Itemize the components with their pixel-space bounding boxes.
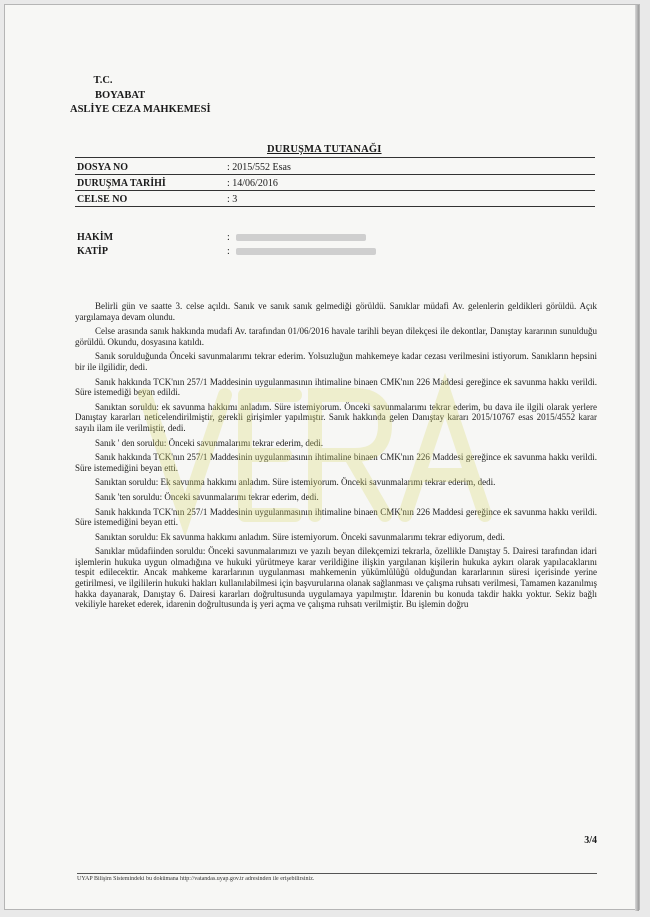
paragraph: Celse arasında sanık hakkında mudafi Av. tarafından 01/06/2016 havale tarihli beyan dilekçesi ile dekontlar, Danıştay kararının sunulduğu görüldü. Okundu, dosyasına katıldı. (75, 326, 597, 347)
redacted-name (236, 234, 366, 241)
info-key: DOSYA NO (77, 162, 129, 173)
info-row-dosya (77, 161, 291, 174)
info-key: KATİP (77, 246, 108, 257)
info-rule (75, 174, 595, 175)
paragraph: Sanık ' den soruldu: Önceki savunmalarımı tekrar ederim, dedi. (95, 437, 324, 448)
info-row-celse (77, 193, 237, 206)
paragraph: Sanıktan soruldu: Ek savunma hakkımı anladım. Süre istemiyorum. Önceki savunmalarımı tekrar ederim, dedi. (95, 477, 496, 488)
info-rule (75, 190, 595, 191)
court-header (55, 74, 255, 118)
document-page (4, 4, 640, 910)
info-row-tarih (77, 177, 278, 190)
footer-rule (77, 873, 597, 874)
footer-text: UYAP Bilişim Sistemindeki bu dokümana http://vatandas.uyap.gov.tr adresinden ile erişebilirsiniz. (77, 876, 315, 882)
paragraph: Sanıktan soruldu: Ek savunma hakkımı anladım. Süre istemiyorum. Önceki savunmalarımı tekrar ediyorum, dedi. (95, 531, 505, 542)
info-value: : 2015/552 Esas (227, 162, 291, 173)
court-line-1: T.C. (93, 75, 113, 86)
court-line-3: ASLİYE CEZA MAHKEMESİ (70, 104, 211, 115)
transcript-body (75, 301, 597, 614)
info-value: : (227, 246, 230, 257)
info-row-hakim (77, 231, 366, 244)
header-rule (75, 157, 595, 158)
document-title: DURUŞMA TUTANAĞI (267, 144, 382, 155)
page-number: 3/4 (584, 835, 597, 846)
info-value: : 14/06/2016 (227, 178, 278, 189)
paragraph: Sanık hakkında TCK'nın 257/1 Maddesinin uygulanmasının ihtimaline binaen CMK'nın 226 Maddesi gereğince ek savunma hakkı verildi. Süre istemediğini beyan etti. (75, 452, 597, 473)
page-edge-shadow (635, 5, 639, 911)
paragraph: Sanık hakkında TCK'nın 257/1 Maddesinin uygulanmasının ihtimaline binaen CMK'nın 226 Maddesi gereğince ek savunma hakkı verildi. Süre istemediğini beyan etti. (75, 506, 597, 528)
info-rule (75, 206, 595, 207)
paragraph: Sanıklar müdafiinden soruldu: Önceki savunmalarımızı ve yazılı beyan dilekçemizi tekrarla, özellikle Danıştay 5. Dairesi tarafından idari işlemlerin hukuka uygun olmadığına ve hukuki yürütmeye karar verildiğine ilişkin yargılanan kişilerin hukuka aykırı olarak yapılacaklarını tespit edilecektir. Ancak mahkeme kararlarının uygulanması mahkemenin yükümlülüğü olduğundan kararlarının süresi içerisinde yerine getirilmesi, ve ilgililerin hukuki hakları kullanılabilmesi için başvurularına olanak sağlanması ve çalışma ruhsatı verilmesi, Tamamen kazanılmış hakka dayanarak, Danıştay 6. Dairesi kararları doğrultusunda uygulamaya yapılmıştır. İdarenin bu konuda takdir hakkı yoktur. Sekiz bağlı vekiliyle hareket ederek, idarenin doğrultusunda iş yeri açma ve çalışma ruhsatı verilmiştir. Bu işlemin doğru (75, 546, 597, 610)
paragraph: Sanıktan soruldu: ek savunma hakkımı anladım. Süre istemiyorum. Önceki savunmalarımı tekrar ederim, bu dava ile ilgili olarak yerlere Danıştay kararları neticelendirilmiştir, gerekli girişimler yapılmıştır. Sanık hakkında gelen Danıştay kararı 2015/10767 esas 2015/4552 karar sayılı ilam ile verilmiştir, dedi. (75, 401, 597, 433)
paragraph: Sanık 'ten soruldu: Önceki savunmalarımı tekrar ederim, dedi. (95, 491, 319, 502)
info-value: : 3 (227, 194, 238, 205)
info-row-katip (77, 245, 376, 258)
court-line-2: BOYABAT (95, 89, 146, 101)
paragraph: Sanık sorulduğunda Önceki savunmalarımı tekrar ederim. Yolsuzluğun mahkemeye kadar cezası verilmesini istiyorum. Sanıkların hepsini bir ile ilgilidir, dedi. (75, 351, 597, 372)
info-value: : (227, 232, 230, 243)
paragraph: Sanık hakkında TCK'nın 257/1 Maddesinin uygulanmasının ihtimaline binaen CMK'nın 226 Maddesi gereğince ek savunma hakkı verildi. Süre istemediği beyan edildi. (75, 376, 597, 398)
info-key: CELSE NO (77, 194, 128, 205)
paragraph: Belirli gün ve saatte 3. celse açıldı. Sanık ve sanık sanık gelmediği görüldü. Sanıklar müdafi Av. gelenlerin geldikleri görüldü. Açık yargılamaya devam olundu. (75, 301, 597, 322)
redacted-name (236, 248, 376, 255)
info-key: DURUŞMA TARİHİ (77, 178, 166, 189)
info-key: HAKİM (77, 232, 114, 243)
